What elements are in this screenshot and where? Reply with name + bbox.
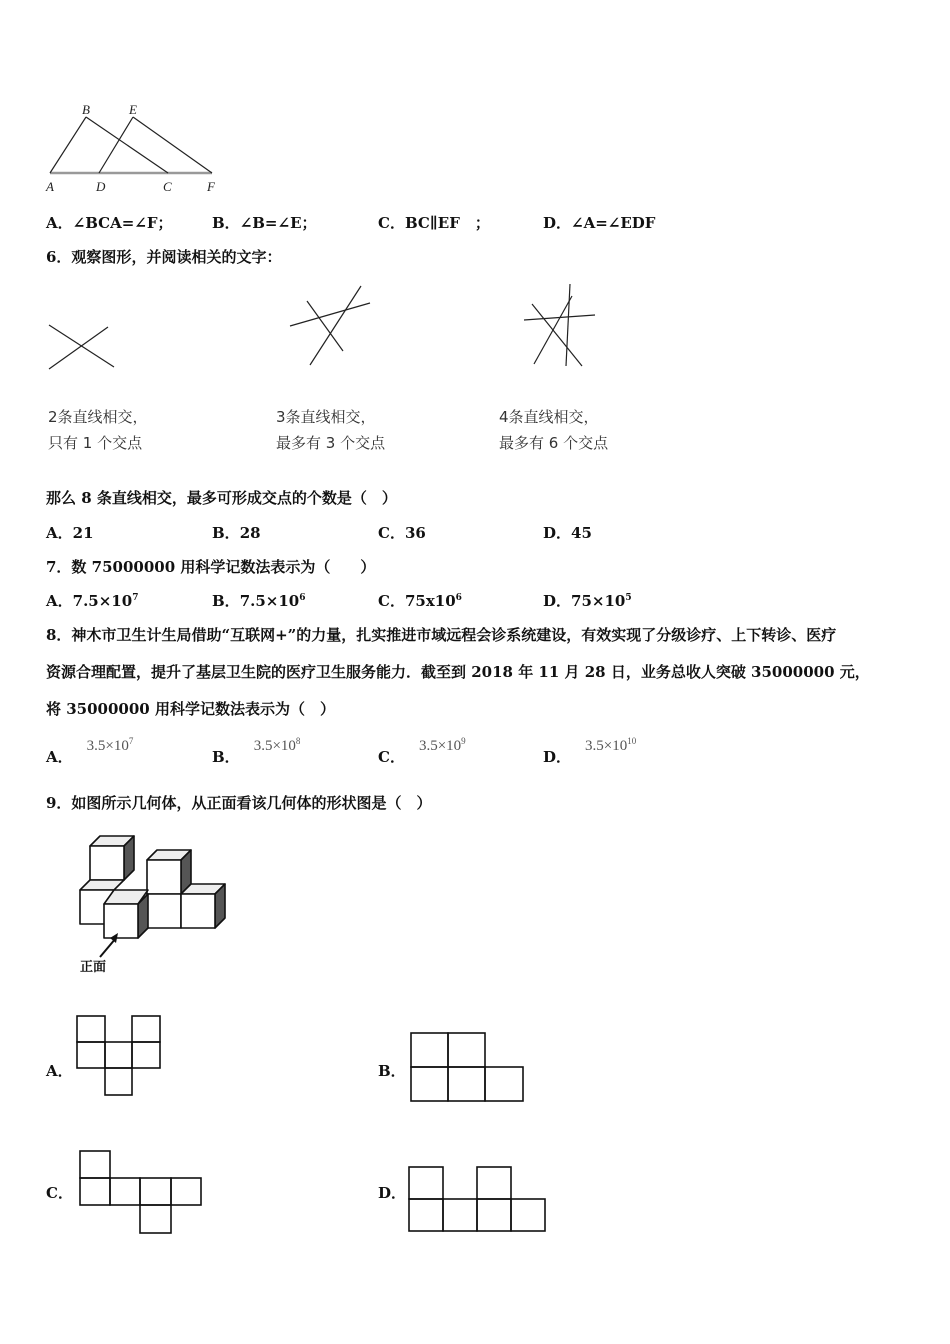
q8-option-b-value: $3.5\times 10^8$: [253, 736, 301, 754]
q9-option-a-grid[interactable]: [76, 1015, 166, 1097]
q5-option-a[interactable]: A．∠BCA=∠F；: [46, 214, 173, 232]
q8-option-a[interactable]: A．$3.5\times 10^7$: [46, 736, 134, 766]
q8-option-b[interactable]: B．$3.5\times 10^8$: [212, 736, 301, 766]
label-e: E: [129, 102, 137, 117]
q8-option-d-value: $3.5\times 10^{10}$: [585, 736, 637, 754]
q8-option-c-value: $3.5\times 10^9$: [418, 736, 466, 754]
q9-option-d-label[interactable]: D．: [378, 1184, 407, 1202]
two-lines-figure: [44, 315, 124, 375]
label-b: B: [82, 102, 90, 117]
caption-four-lines: 4条直线相交， 最多有 6 个交点: [499, 408, 609, 452]
q8-stem-line3: 将 35000000 用科学记数法表示为（ ）: [46, 700, 335, 718]
q7-stem: 7．数 75000000 用科学记数法表示为（ ）: [46, 558, 376, 576]
label-d: D: [96, 179, 106, 194]
q9-option-b-grid[interactable]: [410, 1032, 526, 1104]
q8-option-a-value: $3.5\times 10^7$: [86, 736, 134, 754]
four-lines-figure: [520, 282, 600, 372]
q5-option-c[interactable]: C．BC∥EF ；: [378, 214, 490, 232]
q8-option-d[interactable]: D．$3.5\times 10^{10}$: [543, 736, 637, 766]
q5-option-d[interactable]: D．∠A=∠EDF: [543, 214, 656, 232]
q8-stem-line2: 资源合理配置，提升了基层卫生院的医疗卫生服务能力．截至到 2018 年 11 月 28 日，业务总收人突破 35000000 元，: [46, 663, 870, 681]
segment-ef: [133, 117, 212, 173]
segment-ab: [50, 117, 86, 173]
q6-stem: 6．观察图形，并阅读相关的文字：: [46, 248, 282, 266]
q6-option-d[interactable]: D．45: [543, 524, 592, 542]
q5-triangle-figure: [44, 100, 234, 200]
q7-option-b[interactable]: B．$7.5\times 10^6$: [212, 592, 306, 610]
segment-bc: [86, 117, 168, 173]
label-a: A: [46, 179, 54, 194]
q8-option-c[interactable]: C．$3.5\times 10^9$: [378, 736, 466, 766]
q9-option-d-grid[interactable]: [408, 1166, 548, 1234]
q7-option-c[interactable]: C．$75x10^6$: [378, 592, 462, 610]
q7-option-d[interactable]: D．$75\times 10^5$: [543, 592, 632, 610]
caption-three-lines: 3条直线相交， 最多有 3 个交点: [276, 408, 386, 452]
three-lines-figure: [285, 283, 375, 373]
q6-option-b[interactable]: B．28: [212, 524, 261, 542]
label-c: C: [163, 179, 172, 194]
q6-question: 那么 8 条直线相交，最多可形成交点的个数是（ ）: [46, 489, 397, 507]
q7-option-a[interactable]: A．$7.5\times 10^7$: [46, 592, 139, 610]
q6-option-c[interactable]: C．36: [378, 524, 426, 542]
front-label: 正面: [80, 960, 107, 975]
q9-option-a-label[interactable]: A．: [46, 1062, 73, 1080]
q5-option-b[interactable]: B．∠B=∠E；: [212, 214, 317, 232]
caption-two-lines: 2条直线相交， 只有 1 个交点: [48, 408, 148, 452]
q9-stem: 9．如图所示几何体，从正面看该几何体的形状图是（ ）: [46, 794, 432, 812]
q9-option-b-label[interactable]: B．: [378, 1062, 406, 1080]
label-f: F: [207, 179, 215, 194]
q9-option-c-grid[interactable]: [79, 1150, 204, 1236]
q8-stem-line1: 8．神木市卫生计生局借助“互联网+”的力量，扎实推进市域远程会诊系统建设，有效实现了分级诊疗、上下转诊、医疗: [46, 626, 837, 644]
q9-option-c-label[interactable]: C．: [46, 1184, 73, 1202]
q6-option-a[interactable]: A．21: [46, 524, 94, 542]
